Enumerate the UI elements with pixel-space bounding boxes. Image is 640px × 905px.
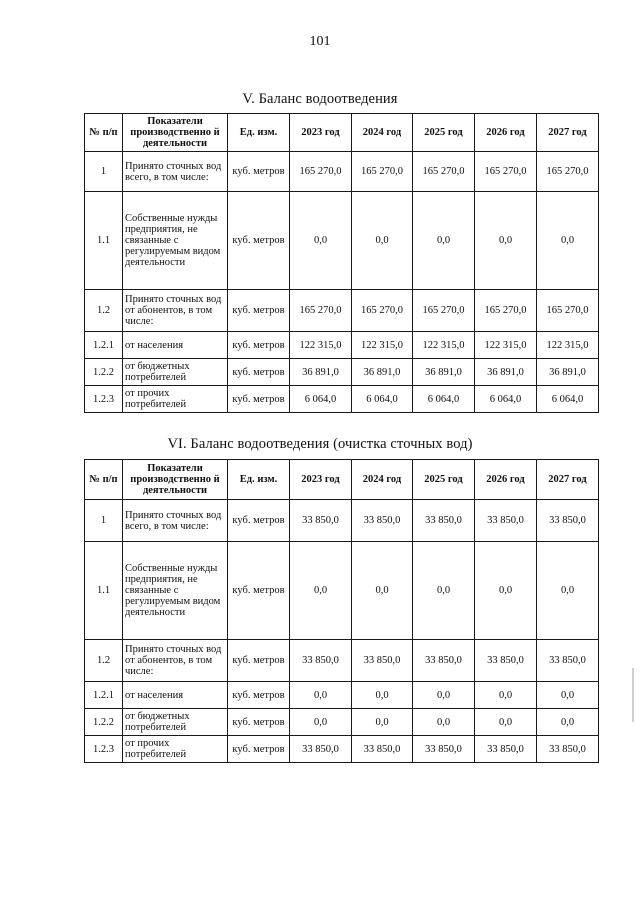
balance-table-v [84, 113, 599, 413]
value-cell: 0,0 [352, 682, 413, 709]
row-indicator: Принято сточных вод от абонентов, в том числе: [123, 640, 228, 682]
col-header-year: 2027 год [537, 114, 599, 152]
col-header-indicator: Показатели производственно й деятельности [123, 460, 228, 500]
col-header-num: № п/п [85, 114, 123, 152]
value-cell: 33 850,0 [537, 736, 599, 763]
row-unit: куб. метров [228, 290, 290, 332]
col-header-year: 2025 год [413, 460, 475, 500]
row-unit: куб. метров [228, 736, 290, 763]
row-indicator: от прочих потребителей [123, 736, 228, 763]
value-cell: 33 850,0 [290, 736, 352, 763]
col-header-year: 2023 год [290, 460, 352, 500]
table-row [85, 152, 599, 192]
row-unit: куб. метров [228, 542, 290, 640]
value-cell: 6 064,0 [290, 386, 352, 413]
value-cell: 6 064,0 [475, 386, 537, 413]
row-number: 1.1 [85, 192, 123, 290]
row-indicator: от бюджетных потребителей [123, 359, 228, 386]
row-indicator: от населения [123, 332, 228, 359]
value-cell: 0,0 [537, 192, 599, 290]
value-cell: 122 315,0 [290, 332, 352, 359]
col-header-year: 2026 год [475, 460, 537, 500]
value-cell: 33 850,0 [413, 640, 475, 682]
row-unit: куб. метров [228, 386, 290, 413]
value-cell: 165 270,0 [352, 152, 413, 192]
value-cell: 0,0 [352, 192, 413, 290]
table-row [85, 640, 599, 682]
col-header-year: 2023 год [290, 114, 352, 152]
row-number: 1.2.3 [85, 386, 123, 413]
value-cell: 33 850,0 [352, 736, 413, 763]
value-cell: 0,0 [537, 682, 599, 709]
row-unit: куб. метров [228, 709, 290, 736]
col-header-unit: Ед. изм. [228, 114, 290, 152]
value-cell: 165 270,0 [475, 290, 537, 332]
value-cell: 0,0 [290, 192, 352, 290]
row-unit: куб. метров [228, 359, 290, 386]
row-number: 1.2 [85, 290, 123, 332]
row-indicator: Принято сточных вод всего, в том числе: [123, 500, 228, 542]
row-unit: куб. метров [228, 192, 290, 290]
section-title-vi: VI. Баланс водоотведения (очистка сточных вод) [167, 436, 473, 452]
value-cell: 165 270,0 [537, 152, 599, 192]
table-row [85, 192, 599, 290]
value-cell: 33 850,0 [537, 640, 599, 682]
row-unit: куб. метров [228, 682, 290, 709]
row-number: 1 [85, 152, 123, 192]
table-row [85, 290, 599, 332]
value-cell: 0,0 [413, 542, 475, 640]
col-header-unit: Ед. изм. [228, 460, 290, 500]
table-header-row [85, 114, 599, 152]
row-indicator: Собственные нужды предприятия, не связанные с регулируемым видом деятельности [123, 192, 228, 290]
value-cell: 165 270,0 [413, 152, 475, 192]
value-cell: 33 850,0 [352, 640, 413, 682]
value-cell: 0,0 [352, 542, 413, 640]
value-cell: 0,0 [475, 709, 537, 736]
section-title-v: V. Баланс водоотведения [242, 91, 398, 107]
value-cell: 36 891,0 [352, 359, 413, 386]
balance-table-vi [84, 459, 599, 763]
table-row [85, 542, 599, 640]
row-indicator: Принято сточных вод от абонентов, в том числе: [123, 290, 228, 332]
table-row [85, 332, 599, 359]
value-cell: 36 891,0 [475, 359, 537, 386]
row-unit: куб. метров [228, 640, 290, 682]
value-cell: 33 850,0 [352, 500, 413, 542]
value-cell: 6 064,0 [537, 386, 599, 413]
value-cell: 0,0 [475, 192, 537, 290]
row-unit: куб. метров [228, 500, 290, 542]
value-cell: 33 850,0 [475, 640, 537, 682]
page-number: 101 [309, 34, 331, 49]
value-cell: 33 850,0 [413, 736, 475, 763]
table-row [85, 386, 599, 413]
col-header-year: 2027 год [537, 460, 599, 500]
value-cell: 33 850,0 [537, 500, 599, 542]
value-cell: 0,0 [537, 709, 599, 736]
value-cell: 0,0 [413, 682, 475, 709]
value-cell: 122 315,0 [537, 332, 599, 359]
value-cell: 0,0 [475, 682, 537, 709]
value-cell: 0,0 [290, 542, 352, 640]
value-cell: 165 270,0 [475, 152, 537, 192]
row-number: 1.2 [85, 640, 123, 682]
value-cell: 122 315,0 [352, 332, 413, 359]
value-cell: 165 270,0 [413, 290, 475, 332]
table-row [85, 359, 599, 386]
row-indicator: от бюджетных потребителей [123, 709, 228, 736]
row-indicator: от прочих потребителей [123, 386, 228, 413]
col-header-year: 2026 год [475, 114, 537, 152]
value-cell: 165 270,0 [537, 290, 599, 332]
value-cell: 36 891,0 [290, 359, 352, 386]
row-number: 1.2.2 [85, 359, 123, 386]
row-unit: куб. метров [228, 332, 290, 359]
value-cell: 0,0 [413, 192, 475, 290]
col-header-year: 2024 год [352, 460, 413, 500]
table-row [85, 682, 599, 709]
col-header-year: 2024 год [352, 114, 413, 152]
value-cell: 33 850,0 [413, 500, 475, 542]
value-cell: 0,0 [290, 709, 352, 736]
row-number: 1 [85, 500, 123, 542]
col-header-num: № п/п [85, 460, 123, 500]
value-cell: 122 315,0 [413, 332, 475, 359]
row-indicator: от населения [123, 682, 228, 709]
value-cell: 165 270,0 [290, 290, 352, 332]
value-cell: 165 270,0 [352, 290, 413, 332]
table-row [85, 736, 599, 763]
value-cell: 33 850,0 [290, 640, 352, 682]
value-cell: 0,0 [352, 709, 413, 736]
value-cell: 0,0 [537, 542, 599, 640]
table-header-row [85, 460, 599, 500]
col-header-year: 2025 год [413, 114, 475, 152]
table-row [85, 500, 599, 542]
value-cell: 6 064,0 [352, 386, 413, 413]
value-cell: 0,0 [413, 709, 475, 736]
value-cell: 36 891,0 [413, 359, 475, 386]
value-cell: 0,0 [475, 542, 537, 640]
row-number: 1.1 [85, 542, 123, 640]
value-cell: 165 270,0 [290, 152, 352, 192]
value-cell: 36 891,0 [537, 359, 599, 386]
value-cell: 6 064,0 [413, 386, 475, 413]
value-cell: 33 850,0 [475, 500, 537, 542]
col-header-indicator: Показатели производственно й деятельности [123, 114, 228, 152]
row-indicator: Собственные нужды предприятия, не связанные с регулируемым видом деятельности [123, 542, 228, 640]
table-row [85, 709, 599, 736]
row-number: 1.2.1 [85, 682, 123, 709]
value-cell: 33 850,0 [475, 736, 537, 763]
row-unit: куб. метров [228, 152, 290, 192]
scan-edge-mark [632, 668, 634, 722]
value-cell: 0,0 [290, 682, 352, 709]
value-cell: 122 315,0 [475, 332, 537, 359]
row-number: 1.2.1 [85, 332, 123, 359]
row-indicator: Принято сточных вод всего, в том числе: [123, 152, 228, 192]
row-number: 1.2.2 [85, 709, 123, 736]
value-cell: 33 850,0 [290, 500, 352, 542]
row-number: 1.2.3 [85, 736, 123, 763]
